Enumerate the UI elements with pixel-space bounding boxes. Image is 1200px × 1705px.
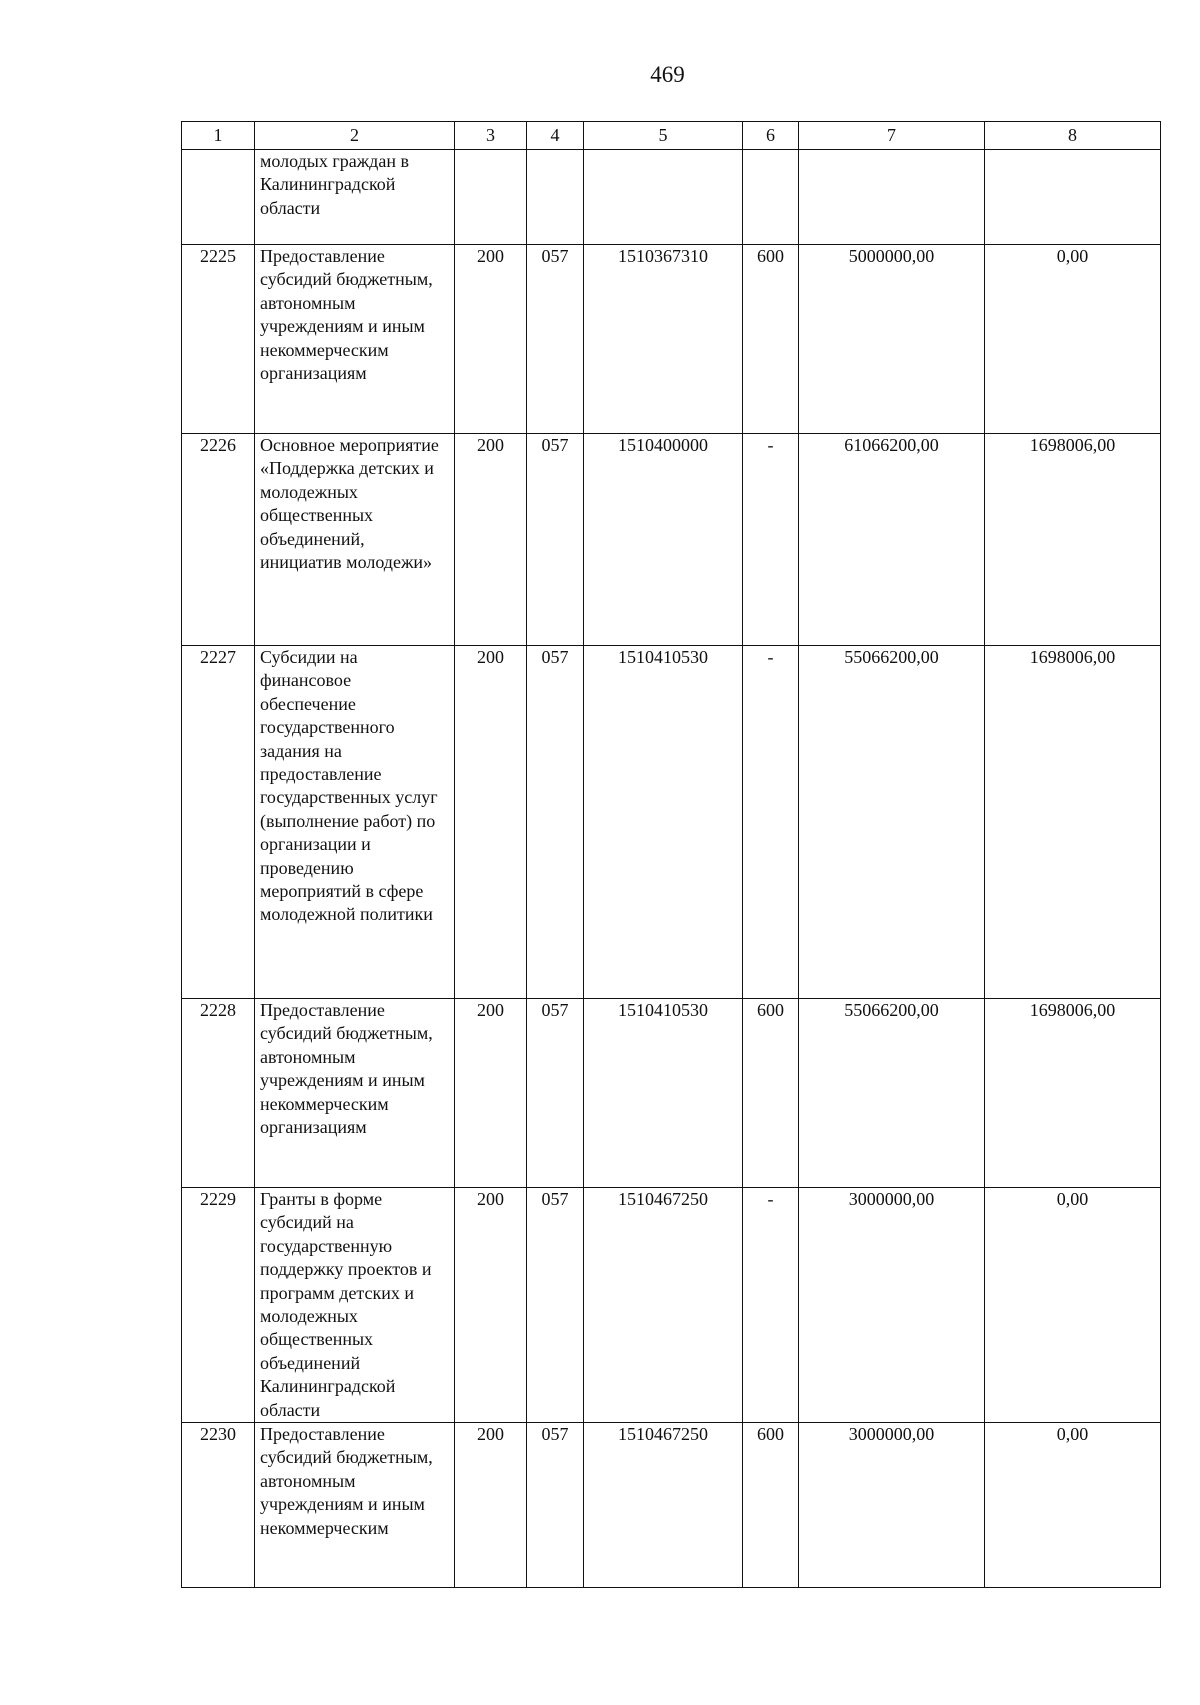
header-col-1: 1 [182, 122, 255, 150]
cell-col-3: 200 [455, 434, 527, 646]
row-name: Предоставление субсидий бюджетным, автономным учреждениям и иным некоммерческим организациям [255, 999, 455, 1188]
cell-col-4: 057 [527, 999, 584, 1188]
header-col-2: 2 [255, 122, 455, 150]
cell-col-6: - [743, 646, 799, 999]
table-row [182, 434, 1161, 646]
cell-col-7: 61066200,00 [799, 434, 985, 646]
cell-col-7 [799, 150, 985, 245]
cell-col-6: 600 [743, 999, 799, 1188]
row-number: 2227 [182, 646, 255, 999]
cell-col-6: - [743, 1188, 799, 1423]
cell-col-5: 1510467250 [584, 1188, 743, 1423]
table-row [182, 1188, 1161, 1423]
cell-col-8: 1698006,00 [985, 646, 1161, 999]
header-col-4: 4 [527, 122, 584, 150]
header-col-5: 5 [584, 122, 743, 150]
table-row [182, 646, 1161, 999]
cell-col-8: 0,00 [985, 1188, 1161, 1423]
cell-col-5: 1510410530 [584, 646, 743, 999]
cell-col-5: 1510410530 [584, 999, 743, 1188]
cell-col-8: 1698006,00 [985, 434, 1161, 646]
cell-col-3: 200 [455, 245, 527, 434]
cell-col-3 [455, 150, 527, 245]
table-row [182, 1423, 1161, 1588]
header-col-3: 3 [455, 122, 527, 150]
row-number [182, 150, 255, 245]
cell-col-7: 55066200,00 [799, 646, 985, 999]
row-number: 2226 [182, 434, 255, 646]
row-number: 2225 [182, 245, 255, 434]
cell-col-4 [527, 150, 584, 245]
cell-col-7: 5000000,00 [799, 245, 985, 434]
cell-col-6 [743, 150, 799, 245]
header-col-6: 6 [743, 122, 799, 150]
cell-col-8: 0,00 [985, 1423, 1161, 1588]
cell-col-3: 200 [455, 646, 527, 999]
cell-col-5: 1510367310 [584, 245, 743, 434]
cell-col-7: 3000000,00 [799, 1188, 985, 1423]
cell-col-4: 057 [527, 646, 584, 999]
row-name: Предоставление субсидий бюджетным, автономным учреждениям и иным некоммерческим организациям [255, 245, 455, 434]
cell-col-5: 1510400000 [584, 434, 743, 646]
row-name: Основное мероприятие «Поддержка детских и молодежных общественных объединений, инициатив молодежи» [255, 434, 455, 646]
row-name: Гранты в форме субсидий на государственную поддержку проектов и программ детских и молодежных общественных объединений Калининградской области [255, 1188, 455, 1423]
cell-col-7: 3000000,00 [799, 1423, 985, 1588]
cell-col-6: 600 [743, 245, 799, 434]
cell-col-5 [584, 150, 743, 245]
cell-col-3: 200 [455, 999, 527, 1188]
header-col-7: 7 [799, 122, 985, 150]
cell-col-8: 1698006,00 [985, 999, 1161, 1188]
cell-col-8 [985, 150, 1161, 245]
header-row [182, 122, 1161, 150]
row-name: Предоставление субсидий бюджетным, автономным учреждениям и иным некоммерческим [255, 1423, 455, 1588]
cell-col-4: 057 [527, 1188, 584, 1423]
cell-col-4: 057 [527, 434, 584, 646]
cell-col-3: 200 [455, 1188, 527, 1423]
table-row [182, 245, 1161, 434]
cell-col-5: 1510467250 [584, 1423, 743, 1588]
page-number: 469 [650, 62, 685, 87]
cell-col-4: 057 [527, 245, 584, 434]
row-name: молодых граждан в Калининградской области [255, 150, 455, 245]
cell-col-8: 0,00 [985, 245, 1161, 434]
table-row [182, 150, 1161, 245]
header-col-8: 8 [985, 122, 1161, 150]
budget-table [181, 121, 1161, 1588]
cell-col-6: 600 [743, 1423, 799, 1588]
row-number: 2228 [182, 999, 255, 1188]
row-number: 2230 [182, 1423, 255, 1588]
row-number: 2229 [182, 1188, 255, 1423]
cell-col-6: - [743, 434, 799, 646]
row-name: Субсидии на финансовое обеспечение государственного задания на предоставление государственных услуг (выполнение работ) по организации и проведению мероприятий в сфере молодежной политики [255, 646, 455, 999]
table-row [182, 999, 1161, 1188]
cell-col-3: 200 [455, 1423, 527, 1588]
cell-col-4: 057 [527, 1423, 584, 1588]
cell-col-7: 55066200,00 [799, 999, 985, 1188]
